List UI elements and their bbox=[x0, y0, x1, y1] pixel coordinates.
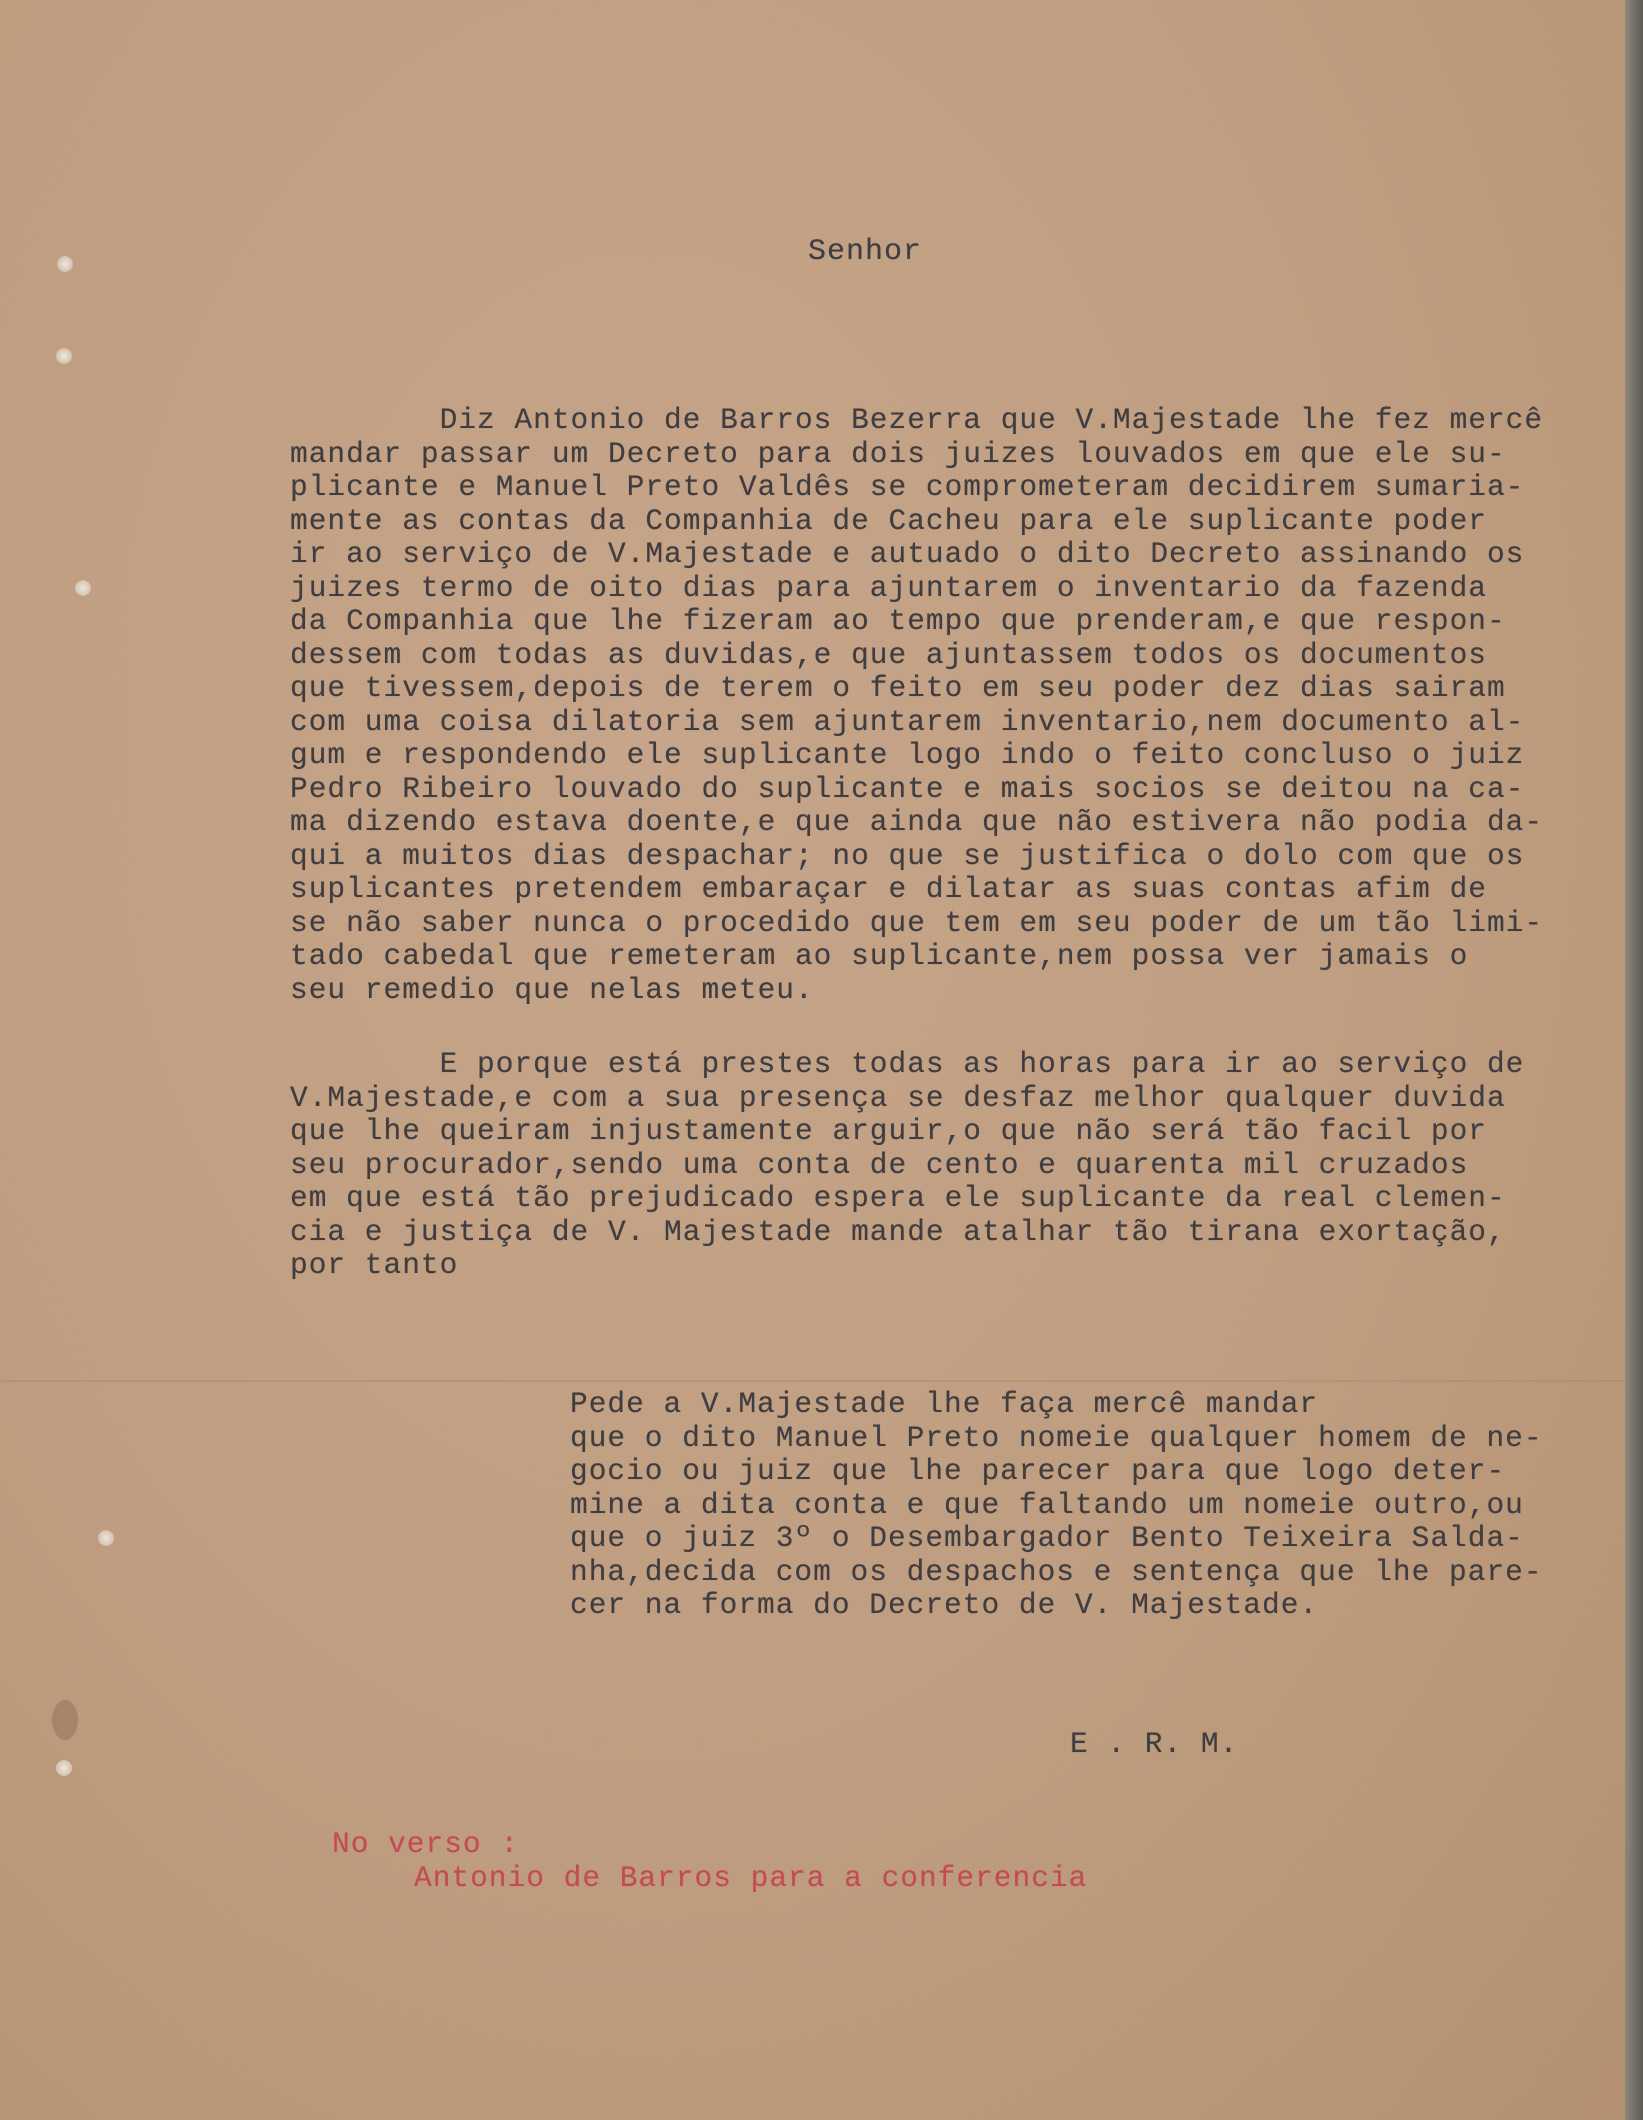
petition-paragraph bbox=[570, 1388, 1543, 1623]
text-line: seu remedio que nelas meteu. bbox=[290, 972, 814, 1007]
binding-hole bbox=[98, 1530, 114, 1546]
text-line: Pede a V.Majestade lhe faça mercê mandar bbox=[570, 1387, 1319, 1421]
text-line: V.Majestade,e com a sua presença se desfaz melhor qualquer duvida bbox=[290, 1080, 1506, 1115]
note-text: Antonio de Barros para a conferencia bbox=[414, 1861, 1088, 1895]
text-line: qui a muitos dias despachar; no que se justifica o dolo com que os bbox=[290, 838, 1525, 873]
binding-hole bbox=[56, 348, 72, 364]
text-line: ma dizendo estava doente,e que ainda que não estivera não podia da- bbox=[290, 805, 1544, 839]
text-line: suplicantes pretendem embaraçar e dilatar as suas contas afim de bbox=[290, 872, 1487, 906]
text-line: que o dito Manuel Preto nomeie qualquer homem de ne- bbox=[570, 1420, 1543, 1455]
text-line: nha,decida com os despachos e sentença que lhe pare- bbox=[570, 1554, 1543, 1589]
binding-hole bbox=[56, 1760, 72, 1776]
text-line: que o juiz 3º o Desembargador Bento Teixeira Salda- bbox=[570, 1521, 1524, 1555]
paper-fold bbox=[0, 1380, 1625, 1382]
text-line: por tanto bbox=[290, 1248, 459, 1282]
text-line: que lhe queiram injustamente arguir,o que não será tão facil por bbox=[290, 1114, 1487, 1148]
text-line: mandar passar um Decreto para dois juizes louvados em que ele su- bbox=[290, 436, 1506, 471]
text-line: gum e respondendo ele suplicante logo indo o feito concluso o juiz bbox=[290, 738, 1525, 772]
page-edge-shadow bbox=[1625, 0, 1643, 2120]
paragraph-second bbox=[290, 1048, 1524, 1283]
text-line: Pedro Ribeiro louvado do suplicante e mais socios se deitou na ca- bbox=[290, 771, 1525, 806]
text-line: seu procurador,sendo uma conta de cento e quarenta mil cruzados bbox=[290, 1147, 1469, 1182]
text-line: que tivessem,depois de terem o feito em seu poder dez dias sairam bbox=[290, 671, 1506, 705]
paragraph-main bbox=[290, 404, 1543, 1007]
text-line: gocio ou juiz que lhe parecer para que logo deter- bbox=[570, 1454, 1506, 1488]
binding-hole bbox=[75, 580, 91, 596]
note-label: No verso : bbox=[332, 1827, 520, 1861]
paper-stain bbox=[52, 1700, 78, 1740]
text-line: ir ao serviço de V.Majestade e autuado o dito Decreto assinando os bbox=[290, 537, 1525, 571]
text-line: da Companhia que lhe fizeram ao tempo que prenderam,e que respon- bbox=[290, 604, 1506, 638]
text-line: em que está tão prejudicado espera ele suplicante da real clemen- bbox=[290, 1181, 1506, 1215]
salutation-heading: Senhor bbox=[808, 235, 923, 269]
text-line: tado cabedal que remeteram ao suplicante,nem possa ver jamais o bbox=[290, 939, 1469, 973]
text-line: se não saber nunca o procedido que tem em seu poder de um tão limi- bbox=[290, 905, 1544, 940]
binding-hole bbox=[57, 256, 73, 272]
text-line: mine a dita conta e que faltando um nomeie outro,ou bbox=[570, 1487, 1524, 1522]
text-line: cer na forma do Decreto de V. Majestade. bbox=[570, 1588, 1319, 1622]
text-line: mente as contas da Companhia de Cacheu para ele suplicante poder bbox=[290, 503, 1487, 538]
text-line: Diz Antonio de Barros Bezerra que V.Majestade lhe fez mercê bbox=[290, 403, 1544, 437]
closing-initials: E . R. M. bbox=[1070, 1727, 1239, 1761]
text-line: dessem com todas as duvidas,e que ajuntassem todos os documentos bbox=[290, 637, 1487, 672]
text-line: com uma coisa dilatoria sem ajuntarem inventario,nem documento al- bbox=[290, 704, 1525, 739]
text-line: cia e justiça de V. Majestade mande atalhar tão tirana exortação, bbox=[290, 1214, 1506, 1249]
text-line: juizes termo de oito dias para ajuntarem o inventario da fazenda bbox=[290, 570, 1487, 605]
text-line: plicante e Manuel Preto Valdês se comprometeram decidirem sumaria- bbox=[290, 470, 1525, 504]
text-line: E porque está prestes todas as horas para ir ao serviço de bbox=[290, 1047, 1525, 1081]
